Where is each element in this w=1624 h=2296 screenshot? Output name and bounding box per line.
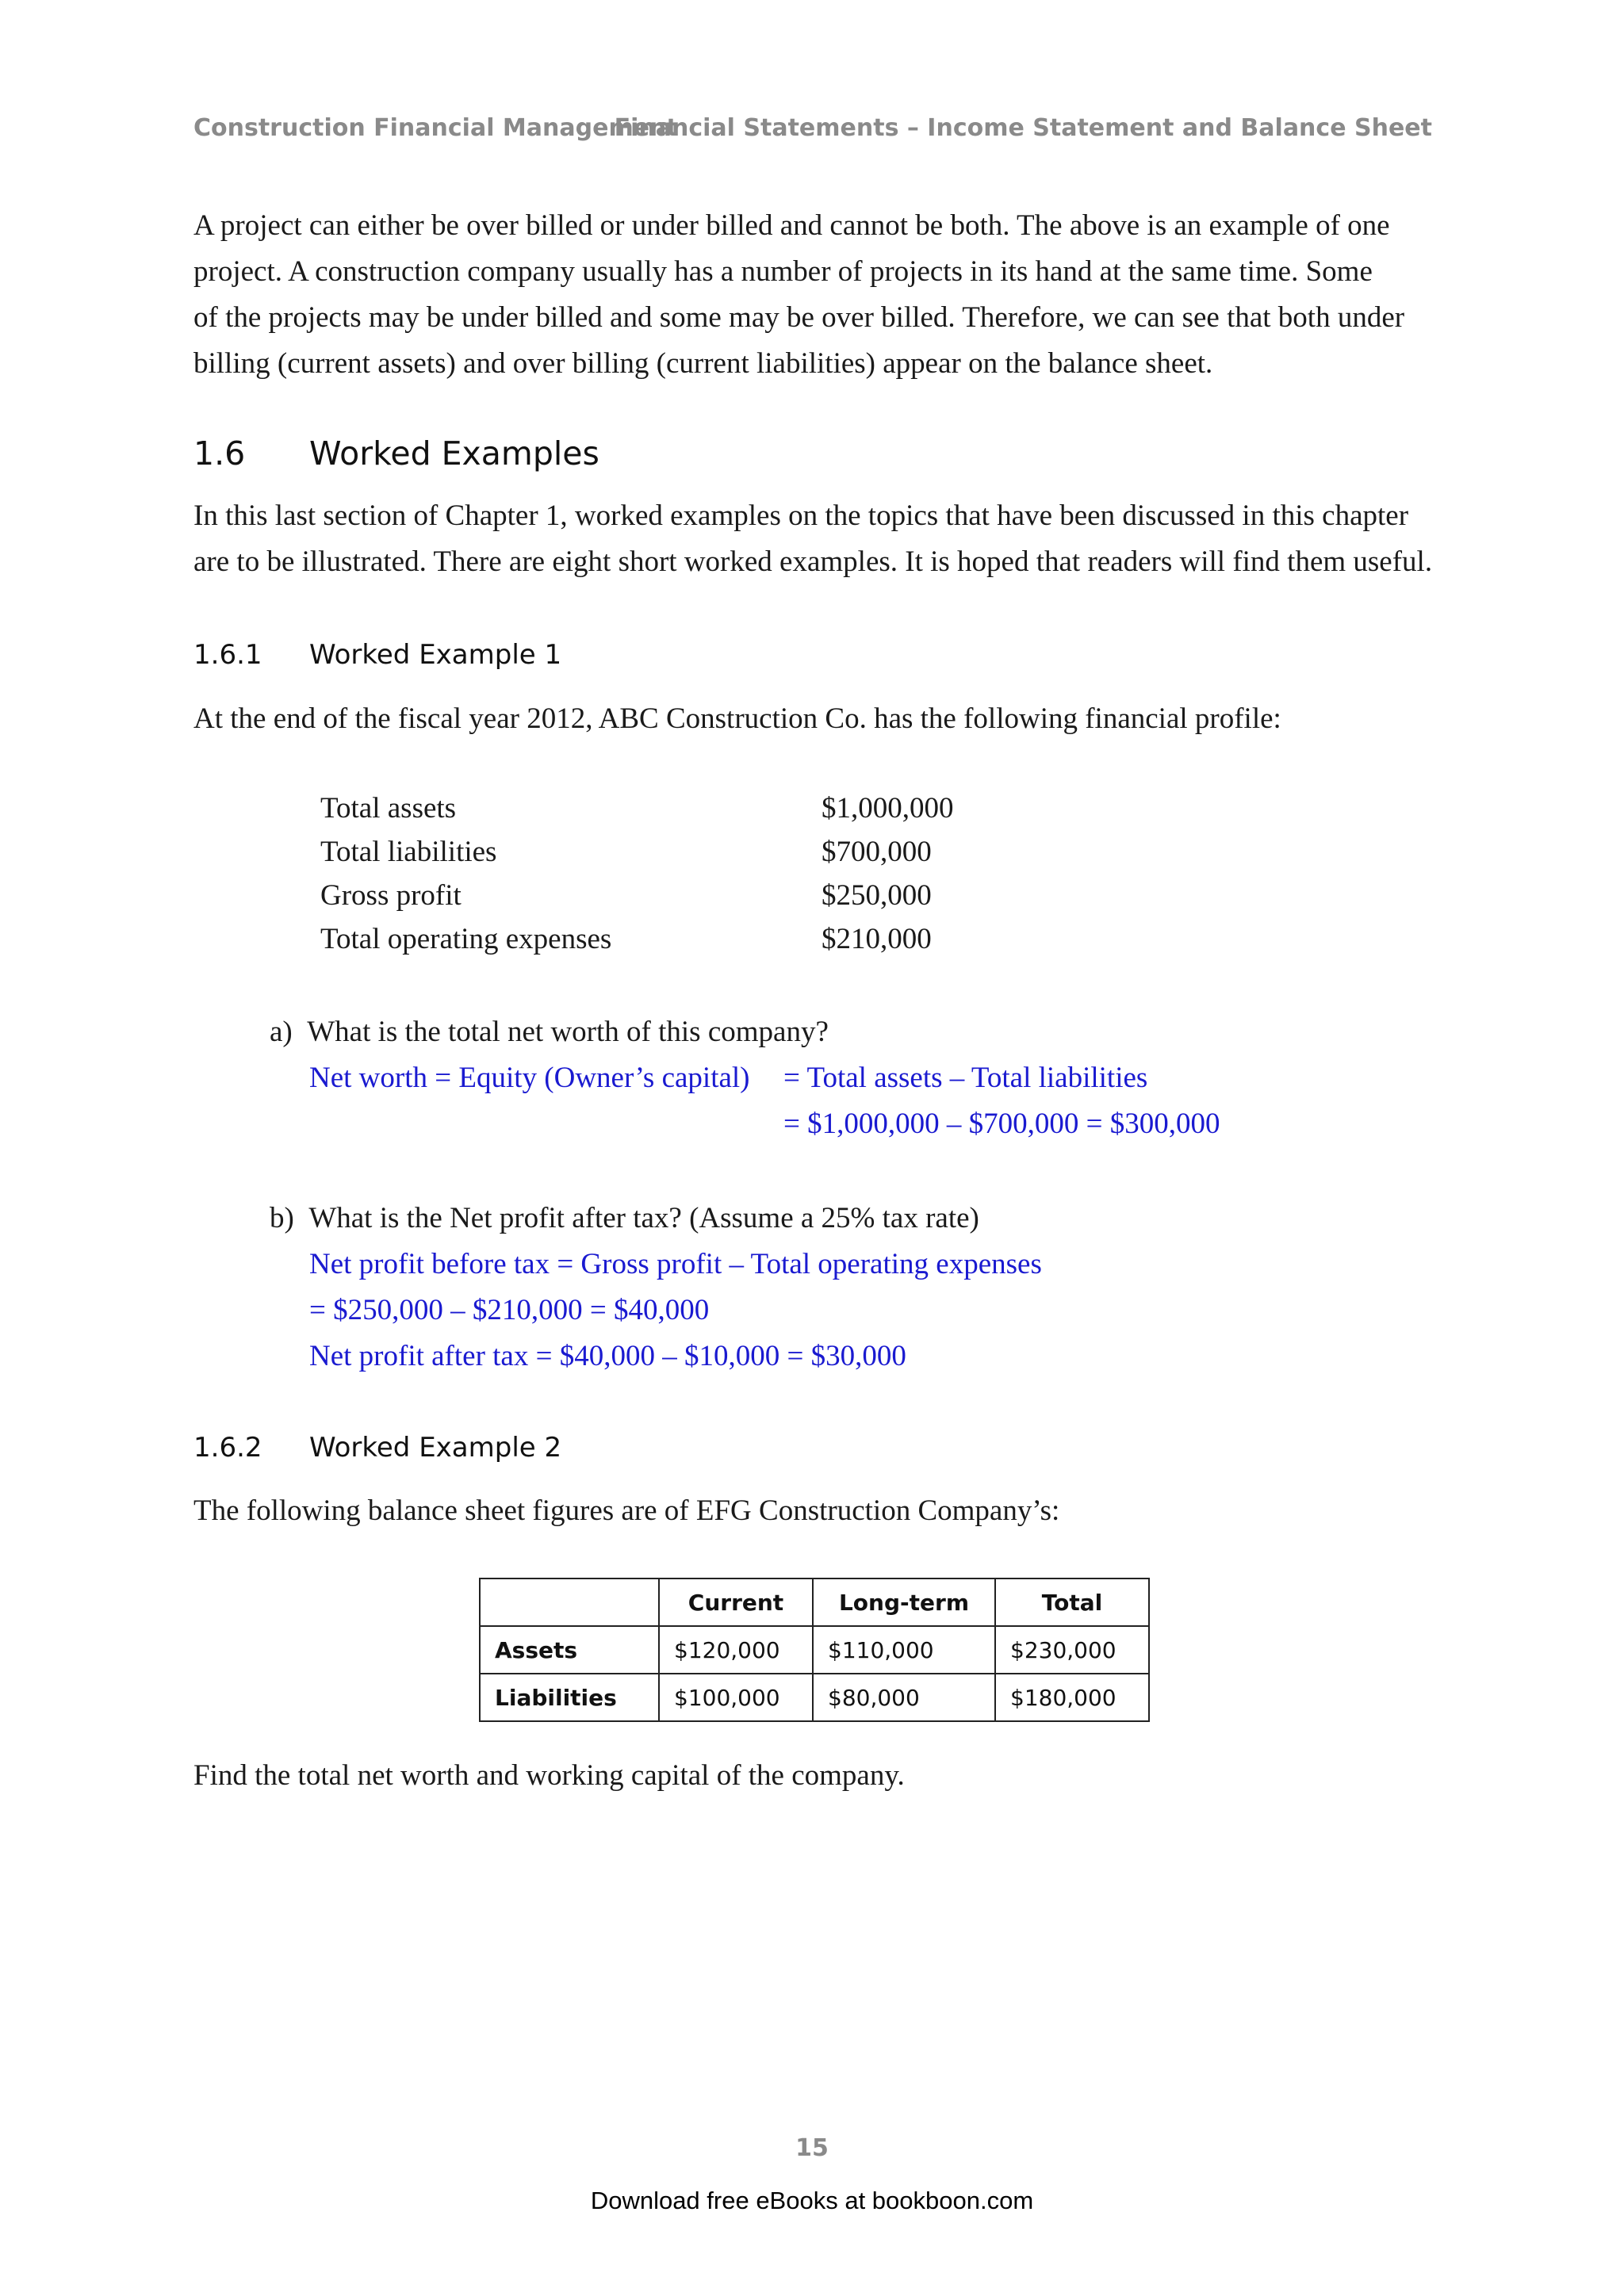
- profile-label: Total assets: [320, 792, 457, 825]
- balance-sheet-table: [479, 1578, 1150, 1722]
- subsection-title: Worked Example 2: [309, 1432, 562, 1464]
- example-question: Find the total net worth and working capital of the company.: [193, 1759, 905, 1792]
- answer-b-line: Net profit after tax = $40,000 – $10,000 = $30,000: [309, 1340, 906, 1372]
- section-title: Worked Examples: [309, 434, 599, 473]
- example-intro: At the end of the fiscal year 2012, ABC Construction Co. has the following financial profile:: [193, 702, 1281, 735]
- running-header-left: Construction Financial Management: [193, 114, 678, 142]
- profile-value: $250,000: [822, 879, 932, 912]
- table-header-cell: Total: [995, 1578, 1149, 1626]
- subsection-number: 1.6.2: [193, 1432, 262, 1464]
- paragraph-line: of the projects may be under billed and some may be over billed. Therefore, we can see that both under: [193, 301, 1405, 334]
- section-number: 1.6: [193, 434, 246, 473]
- answer-b-line: = $250,000 – $210,000 = $40,000: [309, 1294, 710, 1326]
- answer-b-line: Net profit before tax = Gross profit – Total operating expenses: [309, 1248, 1042, 1280]
- paragraph-line: billing (current assets) and over billing (current liabilities) appear on the balance sheet.: [193, 347, 1213, 380]
- profile-label: Total operating expenses: [320, 923, 612, 955]
- question-a: a) What is the total net worth of this company?: [270, 1016, 829, 1048]
- table-header-cell: Current: [659, 1578, 813, 1626]
- table-cell: $180,000: [995, 1674, 1149, 1721]
- row-header-cell: Liabilities: [480, 1674, 659, 1721]
- table-header-row: [480, 1578, 1149, 1626]
- profile-label: Total liabilities: [320, 836, 497, 868]
- table-header-cell: [480, 1578, 659, 1626]
- table-row: [480, 1674, 1149, 1721]
- subsection-title: Worked Example 1: [309, 639, 562, 671]
- subsection-number: 1.6.1: [193, 639, 262, 671]
- table-row: [480, 1626, 1149, 1674]
- page-number: 15: [795, 2134, 829, 2162]
- paragraph-line: project. A construction company usually has a number of projects in its hand at the same time. Some: [193, 255, 1373, 288]
- profile-value: $1,000,000: [822, 792, 954, 825]
- profile-value: $210,000: [822, 923, 932, 955]
- table-cell: $100,000: [659, 1674, 813, 1721]
- answer-a-right: = Total assets – Total liabilities: [783, 1062, 1148, 1094]
- section-intro-line: are to be illustrated. There are eight short worked examples. It is hoped that readers will find them useful.: [193, 545, 1433, 578]
- table-cell: $80,000: [813, 1674, 995, 1721]
- answer-a-left: Net worth = Equity (Owner’s capital): [309, 1062, 750, 1094]
- table-cell: $120,000: [659, 1626, 813, 1674]
- table-header-cell: Long-term: [813, 1578, 995, 1626]
- question-b: b) What is the Net profit after tax? (Assume a 25% tax rate): [270, 1202, 979, 1234]
- footer-link-text[interactable]: Download free eBooks at bookboon.com: [590, 2187, 1034, 2214]
- profile-label: Gross profit: [320, 879, 462, 912]
- running-header-right: Financial Statements – Income Statement and Balance Sheet: [614, 114, 1432, 142]
- example-intro: The following balance sheet figures are of EFG Construction Company’s:: [193, 1494, 1060, 1527]
- row-header-cell: Assets: [480, 1626, 659, 1674]
- profile-value: $700,000: [822, 836, 932, 868]
- table-cell: $110,000: [813, 1626, 995, 1674]
- section-intro-line: In this last section of Chapter 1, worked examples on the topics that have been discussed in this chapter: [193, 499, 1409, 532]
- paragraph-line: A project can either be over billed or under billed and cannot be both. The above is an example of one: [193, 209, 1390, 242]
- table-cell: $230,000: [995, 1626, 1149, 1674]
- answer-a-result: = $1,000,000 – $700,000 = $300,000: [783, 1108, 1220, 1140]
